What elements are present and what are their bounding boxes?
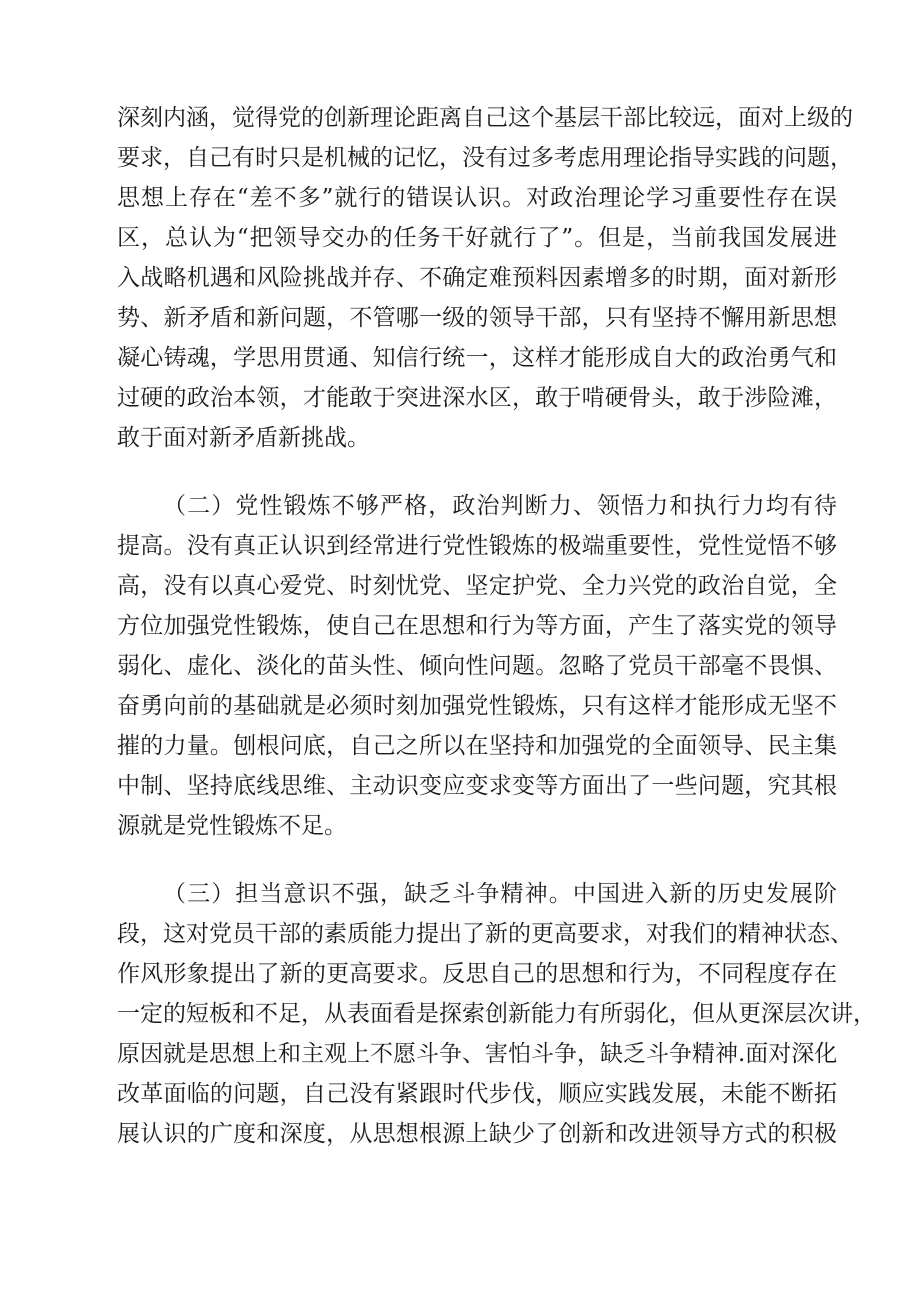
text-line: 要求，自己有时只是机械的记忆，没有过多考虑用理论指导实践的问题，	[117, 145, 853, 171]
paragraph-last-line: 敢于面对新矛盾新挑战。	[117, 425, 370, 451]
text-line: 势、新矛盾和新问题，不管哪一级的领导干部，只有坚持不懈用新思想	[117, 305, 837, 331]
text-line: 中制、坚持底线思维、主动识变应变求变等方面出了一些问题，究其根	[117, 773, 837, 799]
text-line: 方位加强党性锻炼，使自己在思想和行为等方面，产生了落实党的领导	[117, 613, 837, 639]
text-line: 思想上存在“差不多”就行的错误认识。对政治理论学习重要性存在误	[117, 185, 837, 211]
section-heading-3: （三）担当意识不强，缺乏斗争精神。中国进入新的历史发展阶	[163, 881, 837, 907]
text-line: 区，总认为“把领导交办的任务干好就行了”。但是，当前我国发展进	[117, 225, 837, 251]
text-line: 原因就是思想上和主观上不愿斗争、害怕斗争，缺乏斗争精神.面对深化	[117, 1041, 838, 1067]
text-line: 一定的短板和不足，从表面看是探索创新能力有所弱化，但从更深层次讲，	[117, 1001, 876, 1027]
text-line: 提高。没有真正认识到经常进行党性锻炼的极端重要性，党性觉悟不够	[117, 533, 837, 559]
text-line: 摧的力量。刨根问底，自己之所以在坚持和加强党的全面领导、民主集	[117, 733, 837, 759]
text-line: 高，没有以真心爱党、时刻忧党、坚定护党、全力兴党的政治自觉，全	[117, 573, 837, 599]
text-line: 凝心铸魂，学思用贯通、知信行统一，这样才能形成自大的政治勇气和	[117, 345, 837, 371]
text-line: 段，这对党员干部的素质能力提出了新的更高要求，对我们的精神状态、	[117, 921, 853, 947]
text-line: 入战略机遇和风险挑战并存、不确定难预料因素增多的时期，面对新形	[117, 265, 837, 291]
paragraph-last-line: 源就是党性锻炼不足。	[117, 813, 347, 839]
text-line: 展认识的广度和深度，从思想根源上缺少了创新和改进领导方式的积极	[117, 1121, 837, 1147]
text-line: 弱化、虚化、淡化的苗头性、倾向性问题。忽略了党员干部毫不畏惧、	[117, 653, 837, 679]
text-line: 奋勇向前的基础就是必须时刻加强党性锻炼，只有这样才能形成无坚不	[117, 693, 837, 719]
text-line: 过硬的政治本领，才能敢于突进深水区，敢于啃硬骨头，敢于涉险滩，	[117, 385, 837, 411]
text-line: 深刻内涵，觉得党的创新理论距离自己这个基层干部比较远，面对上级的	[117, 105, 853, 131]
text-line: 作风形象提出了新的更高要求。反思自己的思想和行为，不同程度存在	[117, 961, 837, 987]
text-line: 改革面临的问题，自己没有紧跟时代步伐，顺应实践发展，未能不断拓	[117, 1081, 837, 1107]
section-heading-2: （二）党性锻炼不够严格，政治判断力、领悟力和执行力均有待	[163, 493, 837, 519]
